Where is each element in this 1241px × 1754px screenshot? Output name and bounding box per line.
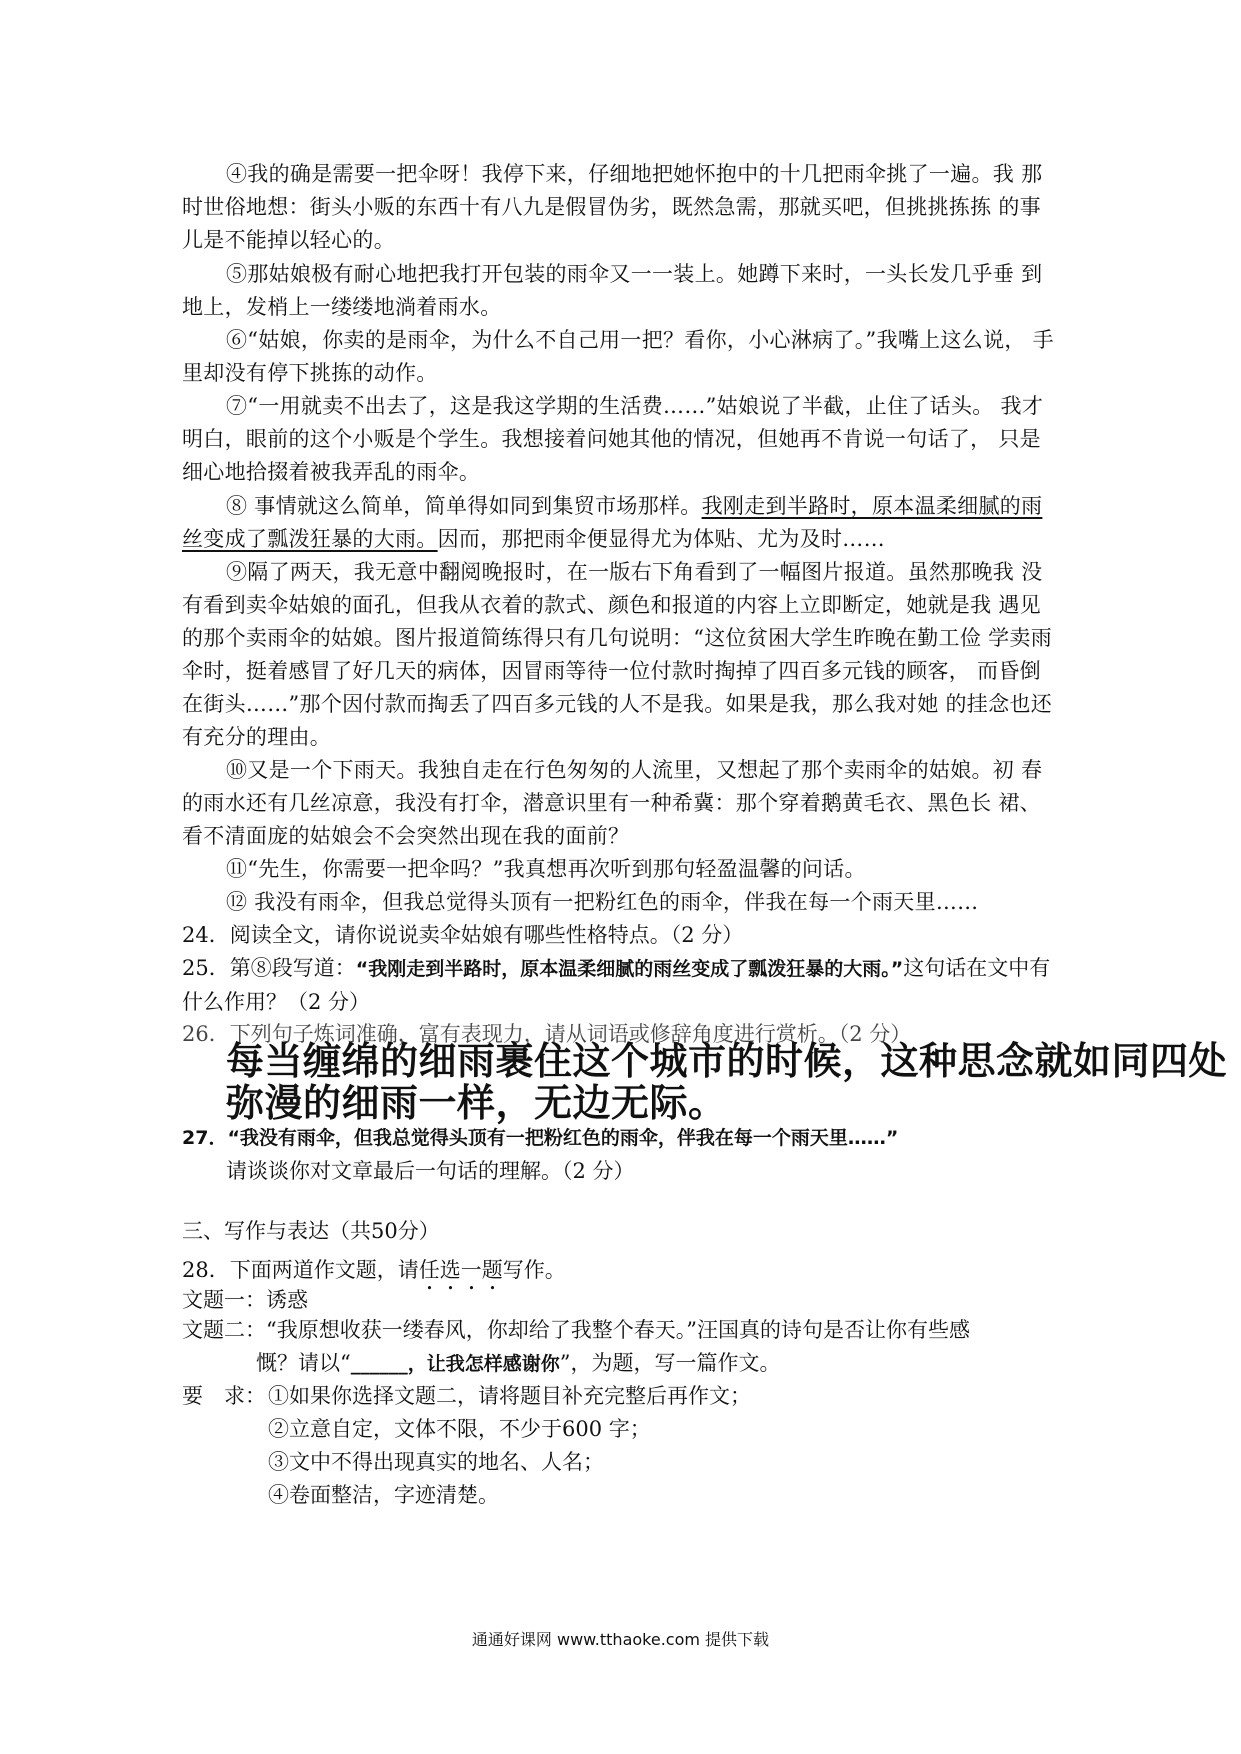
question-28-start: 28．下面两道作文题，请 — [182, 1258, 419, 1282]
writing-heading: 三、写作与表达（共50分） — [182, 1219, 440, 1243]
question-26-sentence: 每当缠绵的细雨裹住这个城市的时候，这种思念就如同四处弥漫的细雨一样，无边无际。 — [226, 1039, 1228, 1125]
topic-2-pre: 慨？请以“ — [256, 1351, 351, 1375]
topic-1: 文题一：诱惑 — [182, 1288, 308, 1312]
question-24: 24．阅读全文，请你说说卖伞姑娘有哪些性格特点。（2 分） — [182, 923, 744, 947]
question-28-end: 写作。 — [502, 1258, 566, 1282]
question-27-ask: 请谈谈你对文章最后一句话的理解。（2 分） — [226, 1159, 635, 1183]
footer: 通通好课网 www.tthaoke.com 提供下载 — [471, 1630, 770, 1649]
paragraph-12: ⑫ 我没有雨伞，但我总觉得头顶有一把粉红色的雨伞，伴我在每一个雨天里…… — [226, 890, 979, 914]
paragraph-4: ④我的确是需要一把伞呀！我停下来，仔细地把她怀抱中的十几把雨伞挑了一遍。我 那时世俗地想：街头小贩的东西十有八九是假冒伪劣，既然急需，那就买吧，但挑挑拣拣 的事儿是不能掉以轻心的。 — [182, 162, 1043, 252]
paragraph-7: ⑦“一用就卖不出去了，这是我这学期的生活费……”姑娘说了半截，止住了话头。 我才明白，眼前的这个小贩是个学生。我想接着问她其他的情况，但她再不肯说一句话了， 只是细心地拾掇着被我弄乱的雨伞。 — [182, 394, 1044, 484]
question-25-quote: “我刚走到半路时，原本温柔细腻的雨丝变成了瓢泼狂暴的大雨。” — [355, 958, 904, 980]
paragraph-8-underlined-sentence: 我刚走到半路时，原本温柔细腻的雨丝变成了瓢泼狂暴的大雨。 — [182, 494, 1043, 551]
question-25-suffix: 这句话在文中有什么作用？（2 分） — [182, 956, 1051, 1014]
topic-2-blank: ______ — [350, 1353, 408, 1375]
topic-2-title: ，让我怎样感谢你 — [407, 1353, 560, 1375]
topic-2-post: ”，为题，写一篇作文。 — [559, 1351, 781, 1375]
paragraph-5: ⑤那姑娘极有耐心地把我打开包装的雨伞又一一装上。她蹲下来时，一头长发几乎垂 到地上，发梢上一缕缕地淌着雨水。 — [182, 262, 1043, 319]
paragraph-8-end: 因而，那把雨伞便显得尤为体贴、尤为及时…… — [437, 527, 885, 551]
topic-2-line-2 — [256, 1347, 1056, 1381]
question-25-prefix: 25．第⑧段写道： — [182, 956, 356, 980]
requirement-4: ④卷面整洁，字迹清楚。 — [268, 1483, 499, 1507]
paragraph-6: ⑥“姑娘，你卖的是雨伞，为什么不自己用一把？看你，小心淋病了。”我嘴上这么说， 手里却没有停下挑拣的动作。 — [182, 328, 1054, 385]
paragraph-8 — [182, 490, 1062, 556]
requirement-1: ①如果你选择文题二，请将题目补充完整后再作文； — [268, 1384, 751, 1408]
question-26: 26．下列句子炼词准确，富有表现力，请从词语或修辞角度进行赏析。（2 分） — [182, 1022, 912, 1046]
question-27-quote: 27．“我没有雨伞，但我总觉得头顶有一把粉红色的雨伞，伴我在每一个雨天里……” — [182, 1127, 899, 1149]
paragraph-9: ⑨隔了两天，我无意中翻阅晚报时，在一版右下角看到了一幅图片报道。虽然那晚我 没有看到卖伞姑娘的面孔，但我从衣着的款式、颜色和报道的内容上立即断定，她就是我 遇见的那个卖雨伞的姑娘。图片报道简练得只有几句说明：“这位贫困大学生昨晚在勤工俭 学卖雨伞时，挺着感冒了好几天的病体，因冒雨等待一位付款时掏掉了四百多元钱的顾客， 而昏倒在街头……”那个因付款而掏丢了四百多元钱的人不是我。如果是我，那么我对她 的挂念也还有充分的理由。 — [182, 560, 1053, 749]
paragraph-11: ⑪“先生，你需要一把伞吗？”我真想再次听到那句轻盈温馨的问话。 — [226, 857, 866, 881]
paragraph-8-start: ⑧ 事情就这么简单，简单得如同到集贸市场那样。 — [226, 494, 702, 518]
requirement-2: ②立意自定，文体不限，不少于600 字； — [268, 1417, 651, 1441]
question-25 — [182, 952, 1062, 1019]
requirements-label: 要 求： — [182, 1384, 266, 1408]
question-28-emphasis: 任选一题 — [418, 1258, 503, 1282]
topic-2-line-1: 文题二：“我原想收获一缕春风，你却给了我整个春天。”汪国真的诗句是否让你有些感 — [182, 1318, 970, 1342]
paragraph-10: ⑩又是一个下雨天。我独自走在行色匆匆的人流里，又想起了那个卖雨伞的姑娘。初 春的雨水还有几丝凉意，我没有打伞，潜意识里有一种希冀：那个穿着鹅黄毛衣、黑色长 裙、看不清面庞的姑娘会不会突然出现在我的面前？ — [182, 758, 1043, 848]
requirement-3: ③文中不得出现真实的地名、人名； — [268, 1450, 604, 1474]
